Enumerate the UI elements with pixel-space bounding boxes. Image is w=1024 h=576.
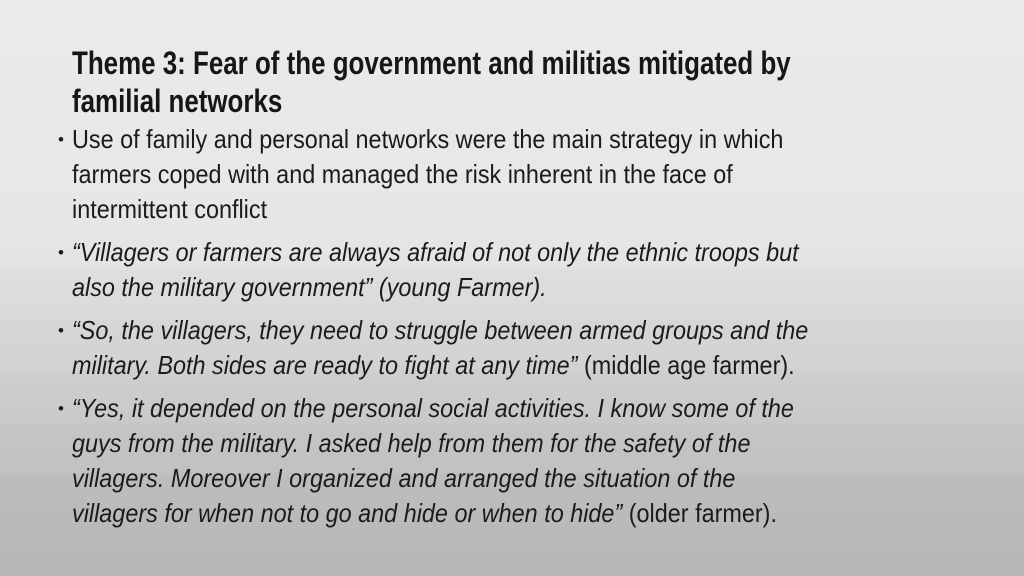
bullet-icon: • [58, 130, 64, 149]
bullet-item-2 [58, 235, 1018, 305]
quote-line: “Villagers or farmers are always afraid of not only the ethnic troops but [72, 237, 799, 267]
attribution-text: (older farmer). [628, 498, 777, 528]
quote-text [72, 391, 1018, 531]
quote-line: guys from the military. I asked help from them for the safety of the [72, 428, 751, 458]
bullet-list [58, 122, 1018, 539]
slide-title [72, 44, 959, 120]
bullet-icon: • [58, 399, 64, 418]
quote-line [72, 348, 923, 383]
quote-text [72, 235, 1018, 305]
title-line-1: Theme 3: Fear of the government and militias mitigated by [72, 45, 791, 81]
quote-line: also the military government” (young Farmer). [72, 272, 547, 302]
bullet-text [72, 122, 1018, 227]
bullet-line: Use of family and personal networks were the main strategy in which [72, 124, 784, 154]
quote-line: “Yes, it depended on the personal social activities. I know some of the [72, 393, 794, 423]
bullet-item-1 [58, 122, 1018, 227]
quote-fragment: military. Both sides are ready to fight at any time” [72, 350, 584, 380]
quote-text [72, 313, 1018, 383]
attribution-text: (middle age farmer). [583, 350, 795, 380]
quote-line [72, 496, 923, 531]
quote-fragment: villagers for when not to go and hide or when to hide” [72, 498, 629, 528]
quote-line: villagers. Moreover I organized and arranged the situation of the [72, 463, 736, 493]
bullet-line: farmers coped with and managed the risk inherent in the face of [72, 159, 733, 189]
bullet-line: intermittent conflict [72, 194, 268, 224]
bullet-item-3 [58, 313, 1018, 383]
bullet-item-4 [58, 391, 1018, 531]
quote-line: “So, the villagers, they need to struggle between armed groups and the [72, 315, 809, 345]
title-line-2: familial networks [72, 83, 283, 119]
bullet-icon: • [58, 243, 64, 262]
bullet-icon: • [58, 321, 64, 340]
